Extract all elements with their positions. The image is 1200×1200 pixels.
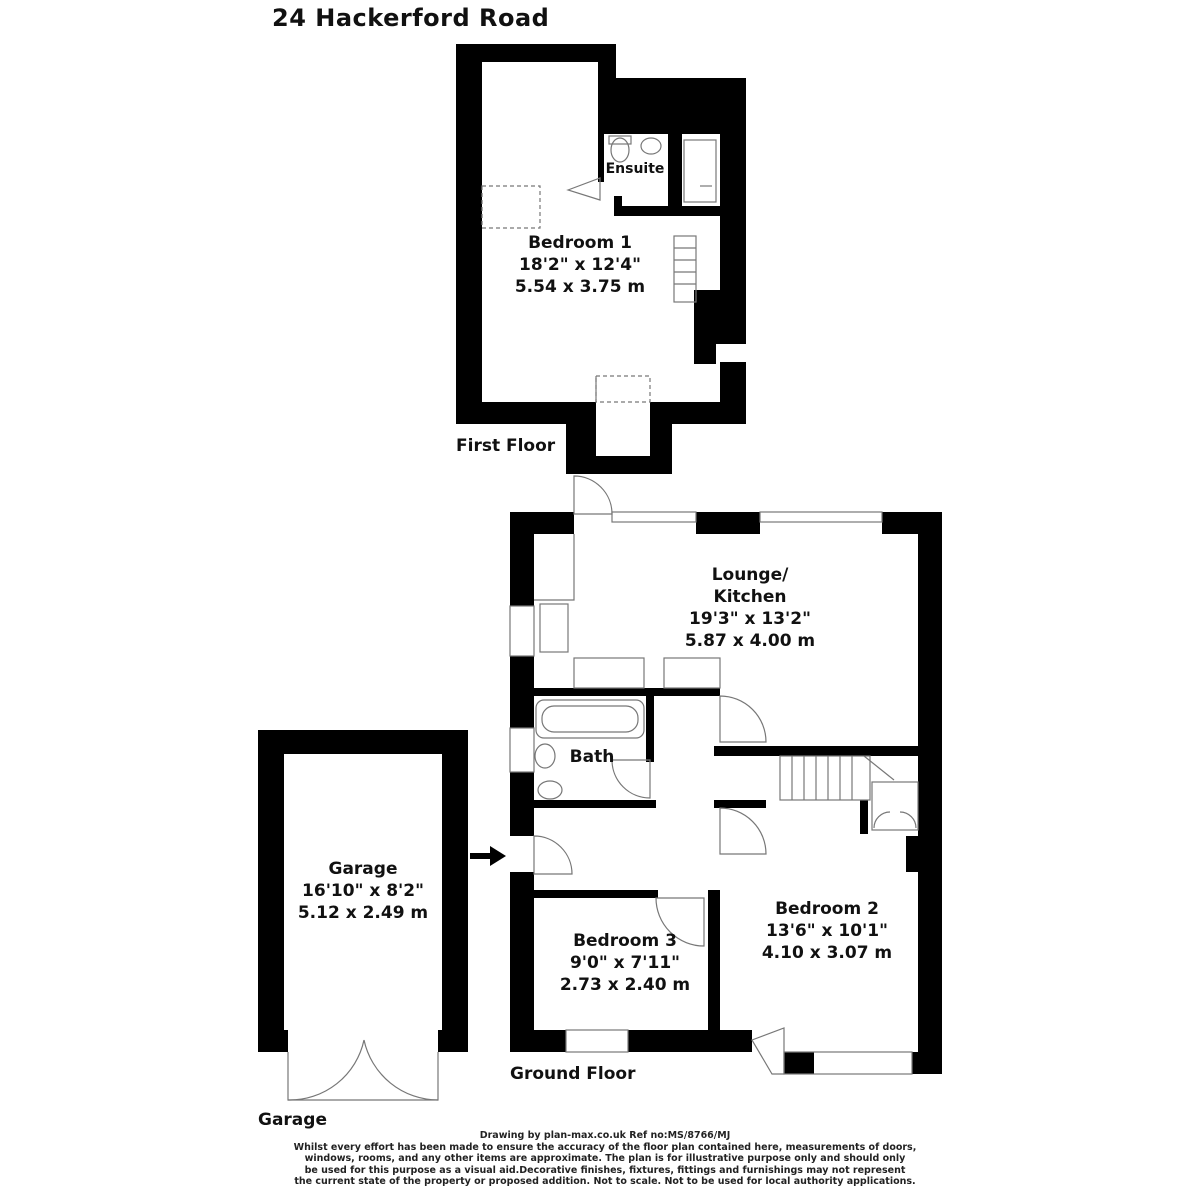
bedroom1-label xyxy=(500,232,660,298)
disclaimer-line-5: the current state of the property or proposed addition. Not to scale. Not to be used for local authority applications. xyxy=(294,1176,916,1187)
disclaimer-line-2: Whilst every effort has been made to ensure the accuracy of the floor plan contained here, measurements of doors, xyxy=(293,1141,917,1153)
garage-room-label xyxy=(284,858,442,924)
garage-imperial: 16'10" x 8'2" xyxy=(302,881,424,901)
bedroom1-name: Bedroom 1 xyxy=(528,233,632,253)
lounge-imperial: 19'3" x 13'2" xyxy=(689,609,811,629)
lounge-metric: 5.87 x 4.00 m xyxy=(684,631,816,651)
bedroom3-name: Bedroom 3 xyxy=(573,931,677,951)
disclaimer-line-1: Drawing by plan-max.co.uk Ref no:MS/8766/MJ xyxy=(479,1130,731,1141)
plan-title: 24 Hackerford Road xyxy=(272,4,550,32)
bedroom2-label xyxy=(742,898,912,964)
garage-doors xyxy=(288,1040,438,1100)
ground-floor-label: Ground Floor xyxy=(510,1064,636,1084)
bedroom3-imperial: 9'0" x 7'11" xyxy=(569,953,681,973)
garage-metric: 5.12 x 2.49 m xyxy=(297,903,429,923)
bedroom2-name: Bedroom 2 xyxy=(775,899,879,919)
garage-floor-label: Garage xyxy=(258,1110,327,1130)
disclaimer-line-3: windows, rooms, and any other items are approximate. The plan is for illustrative purpose only and should only xyxy=(304,1153,906,1164)
bedroom1-imperial: 18'2" x 12'4" xyxy=(519,255,641,275)
first-floor-label: First Floor xyxy=(456,436,556,456)
bedroom3-metric: 2.73 x 2.40 m xyxy=(559,975,691,995)
bedroom3-label xyxy=(540,930,710,996)
ensuite-label: Ensuite xyxy=(605,161,665,177)
bedroom2-imperial: 13'6" x 10'1" xyxy=(766,921,888,941)
disclaimer-line-4: be used for this purpose as a visual aid.Decorative finishes, fixtures, fittings and furnishings may not represent xyxy=(304,1164,906,1176)
disclaimer xyxy=(270,1130,940,1188)
bath-label: Bath xyxy=(569,747,615,767)
bedroom1-metric: 5.54 x 3.75 m xyxy=(514,277,646,297)
garage-name: Garage xyxy=(328,859,398,879)
entrance-arrow xyxy=(470,846,506,866)
lounge-name: Lounge/ Kitchen xyxy=(711,565,789,607)
lounge-kitchen-label xyxy=(640,564,860,652)
bedroom2-metric: 4.10 x 3.07 m xyxy=(761,943,893,963)
